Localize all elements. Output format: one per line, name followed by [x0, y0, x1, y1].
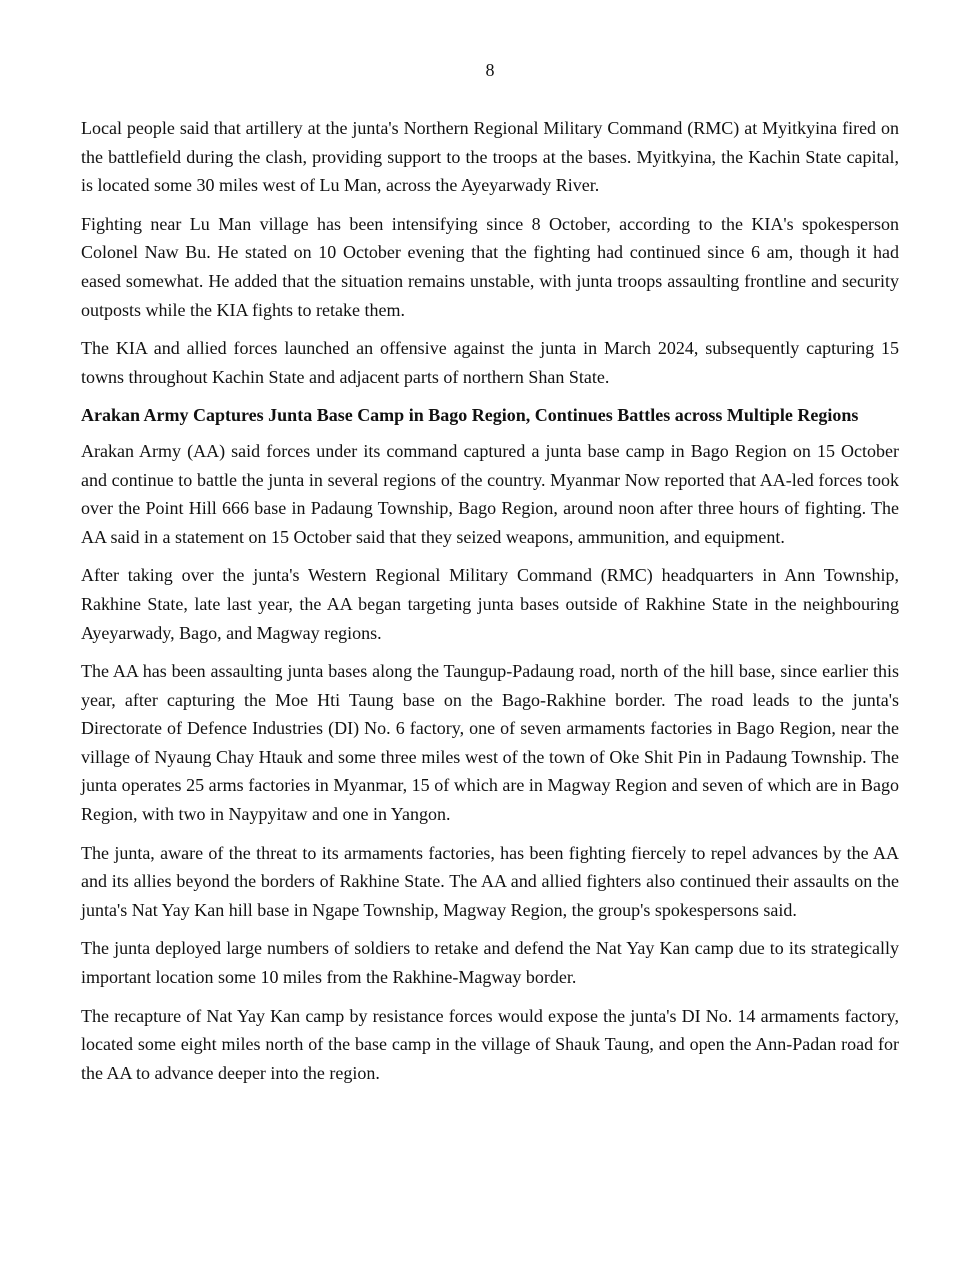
paragraph-lu-man-fighting: Fighting near Lu Man village has been intensifying since 8 October, according to the KIA's spokesperson Colonel Naw Bu. He stated on 10 October evening that the fighting had continued since 6 am, though it had eased somewhat. He added that the situation remains unstable, with junta troops assaulting frontline and security outposts while the KIA fights to retake them. — [81, 213, 899, 320]
page-number: 8 — [485, 60, 495, 80]
paragraph-recapture-outlook: The recapture of Nat Yay Kan camp by resistance forces would expose the junta's DI No. 14 armaments factory, located some eight miles north of the base camp in the village of Shauk Taung, and open the Ann-Padan road for the AA to advance deeper into the region. — [81, 1005, 899, 1083]
paragraph-rmc-artillery: Local people said that artillery at the junta's Northern Regional Military Command (RMC) at Myitkyina fired on the battlefield during the clash, providing support to the troops at the bases. Myitkyina, the Kachin State capital, is located some 30 miles west of Lu Man, across the Ayeyarwady River. — [81, 118, 899, 196]
paragraph-kia-offensive: The KIA and allied forces launched an offensive against the junta in March 2024, subsequently capturing 15 towns throughout Kachin State and adjacent parts of northern Shan State. — [81, 338, 899, 387]
paragraph-armaments-factories: The junta, aware of the threat to its armaments factories, has been fighting fiercely to repel advances by the AA and its allies beyond the borders of Rakhine State. The AA and allied fighters also continued their assaults on the junta's Nat Yay Kan hill base in Ngape Township, Magway Region, the group's spokespersons said. — [81, 842, 899, 920]
paragraph-western-rmc: After taking over the junta's Western Regional Military Command (RMC) headquarters in Ann Township, Rakhine State, late last year, the AA began targeting junta bases outside of Rakhine State in the neighbouring Ayeyarwady, Bago, and Magway regions. — [81, 565, 899, 643]
paragraph-nat-yay-kan-camp: The junta deployed large numbers of soldiers to retake and defend the Nat Yay Kan camp due to its strategically important location some 10 miles from the Rakhine-Magway border. — [81, 938, 899, 988]
section-heading: Arakan Army Captures Junta Base Camp in Bago Region, Continues Battles across Multiple Regions — [81, 405, 859, 426]
paragraph-taungup-padaung-road: The AA has been assaulting junta bases along the Taungup-Padaung road, north of the hill base, since earlier this year, after capturing the Moe Hti Taung base on the Bago-Rakhine border. The road leads to the junta's Directorate of Defence Industries (DI) No. 6 factory, one of seven armaments factories in Bago Region, near the village of Nyaung Chay Htauk and some three miles west of the town of Oke Shit Pin in Padaung Township. The junta operates 25 arms factories in Myanmar, 15 of which are in Magway Region and seven of which are in Bago Region, with two in Naypyitaw and one in Yangon. — [81, 661, 899, 825]
article-body — [81, 114, 899, 1097]
paragraph-aa-captures-base: Arakan Army (AA) said forces under its command captured a junta base camp in Bago Region on 15 October and continue to battle the junta in several regions of the country. Myanmar Now reported that AA-led forces took over the Point Hill 666 base in Padaung Township, Bago Region, around noon after three hours of fighting. The AA said in a statement on 15 October said that they seized weapons, ammunition, and equipment. — [81, 440, 899, 547]
